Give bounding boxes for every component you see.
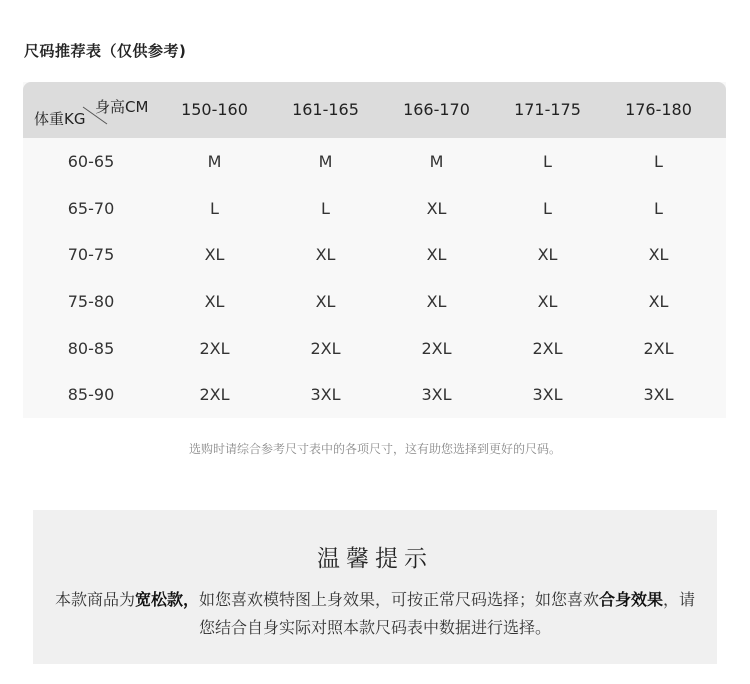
tips-text-part: ，请您结合自身实际对照本款尺码表中数据进行选择。 [198,590,696,637]
size-note: 选购时请综合参考尺寸表中的各项尺寸，这有助您选择到更好的尺码。 [188,442,561,456]
size-cell: M [207,151,222,171]
table-header [23,82,726,138]
table-row [23,138,726,185]
header-corner-cell [23,82,159,138]
size-cell: L [321,198,330,218]
size-cell: 2XL [421,338,452,358]
size-cell: XL [537,245,558,265]
weight-cell: 75-80 [67,291,115,311]
table-row [23,185,726,232]
weight-cell: 60-65 [67,151,115,171]
size-cell: 3XL [421,385,452,405]
size-chart-table [23,82,726,418]
size-cell: XL [648,291,669,311]
column-header: 176-180 [625,100,692,119]
size-cell: XL [426,291,447,311]
size-cell: M [429,151,444,171]
weight-cell: 80-85 [67,338,115,358]
size-cell: 3XL [532,385,563,405]
size-cell: L [654,198,663,218]
column-header: 161-165 [292,100,359,119]
tips-highlight-fit: 合身效果 [599,590,664,609]
size-cell: XL [204,291,225,311]
tips-highlight-loose: 宽松款， [134,590,199,609]
column-header: 166-170 [403,100,470,119]
size-cell: L [210,198,219,218]
column-header: 171-175 [514,100,581,119]
table-row [23,231,726,278]
tips-text [53,586,697,642]
size-chart-title: 尺码推荐表（仅供参考) [24,42,187,60]
table-row [23,325,726,372]
size-cell: 2XL [532,338,563,358]
size-cell: XL [315,291,336,311]
height-axis-label: 身高CM [95,98,149,116]
size-cell: M [318,151,333,171]
size-cell: 3XL [643,385,674,405]
weight-cell: 65-70 [67,198,115,218]
size-cell: XL [648,245,669,265]
size-cell: L [654,151,663,171]
table-row [23,278,726,325]
size-cell: L [543,198,552,218]
tips-title: 温馨提示 [317,546,433,572]
size-cell: XL [204,245,225,265]
size-cell: XL [426,198,447,218]
size-cell: 3XL [310,385,341,405]
weight-axis-label: 体重KG [34,110,86,128]
table-row [23,371,726,418]
table-body [23,138,726,418]
size-cell: 2XL [310,338,341,358]
tips-box [33,510,717,664]
weight-cell: 85-90 [67,385,115,405]
size-cell: L [543,151,552,171]
tips-text-part: 本款商品为 [54,590,135,609]
weight-cell: 70-75 [67,245,115,265]
tips-text-part: 如您喜欢模特图上身效果，可按正常尺码选择；如您喜欢 [198,590,599,609]
column-header: 150-160 [181,100,248,119]
size-cell: XL [315,245,336,265]
size-cell: XL [426,245,447,265]
size-cell: 2XL [643,338,674,358]
size-cell: 2XL [199,338,230,358]
size-cell: XL [537,291,558,311]
size-cell: 2XL [199,385,230,405]
